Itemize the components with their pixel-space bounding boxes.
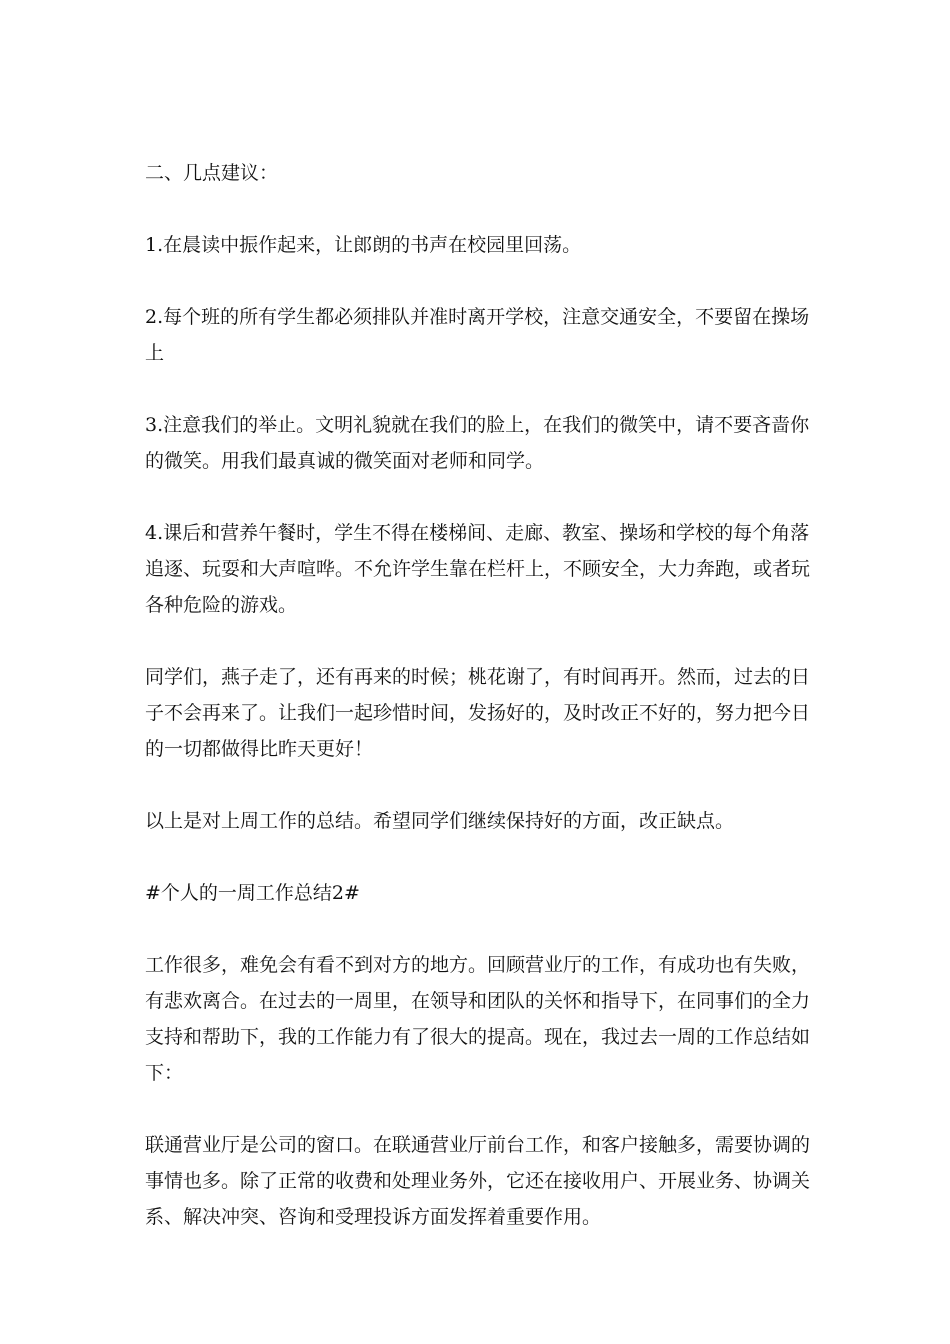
suggestion-1: 1.在晨读中振作起来，让郎朗的书声在校园里回荡。 [145,234,582,256]
body-paragraph-unicom: 联通营业厅是公司的窗口。在联通营业厅前台工作，和客户接触多，需要协调的事情也多。除了正常的收费和处理业务外，它还在接收用户、开展业务、协调关系、解决冲突、咨询和受理投诉方面发挥着重要作用。 [145,1134,811,1228]
suggestion-3: 3.注意我们的举止。文明礼貌就在我们的脸上，在我们的微笑中，请不要吝啬你的微笑。用我们最真诚的微笑面对老师和同学。 [145,414,810,472]
section-title-summary-2: #个人的一周工作总结2# [145,882,360,904]
suggestion-2: 2.每个班的所有学生都必须排队并准时离开学校，注意交通安全，不要留在操场上 [145,306,810,364]
summary-paragraph: 以上是对上周工作的总结。希望同学们继续保持好的方面，改正缺点。 [145,810,735,832]
closing-paragraph: 同学们，燕子走了，还有再来的时候；桃花谢了，有时间再开。然而，过去的日子不会再来了。让我们一起珍惜时间，发扬好的，及时改正不好的，努力把今日的一切都做得比昨天更好！ [145,666,811,760]
suggestion-4: 4.课后和营养午餐时，学生不得在楼梯间、走廊、教室、操场和学校的每个角落追逐、玩耍和大声喧哗。不允许学生靠在栏杆上，不顾安全，大力奔跑，或者玩各种危险的游戏。 [145,522,811,616]
document-body [145,155,810,1271]
body-paragraph-review: 工作很多，难免会有看不到对方的地方。回顾营业厅的工作，有成功也有失败，有悲欢离合。在过去的一周里，在领导和团队的关怀和指导下，在同事们的全力支持和帮助下，我的工作能力有了很大的提高。现在，我过去一周的工作总结如下： [145,954,811,1084]
section-heading-suggestions: 二、几点建议： [145,162,279,184]
